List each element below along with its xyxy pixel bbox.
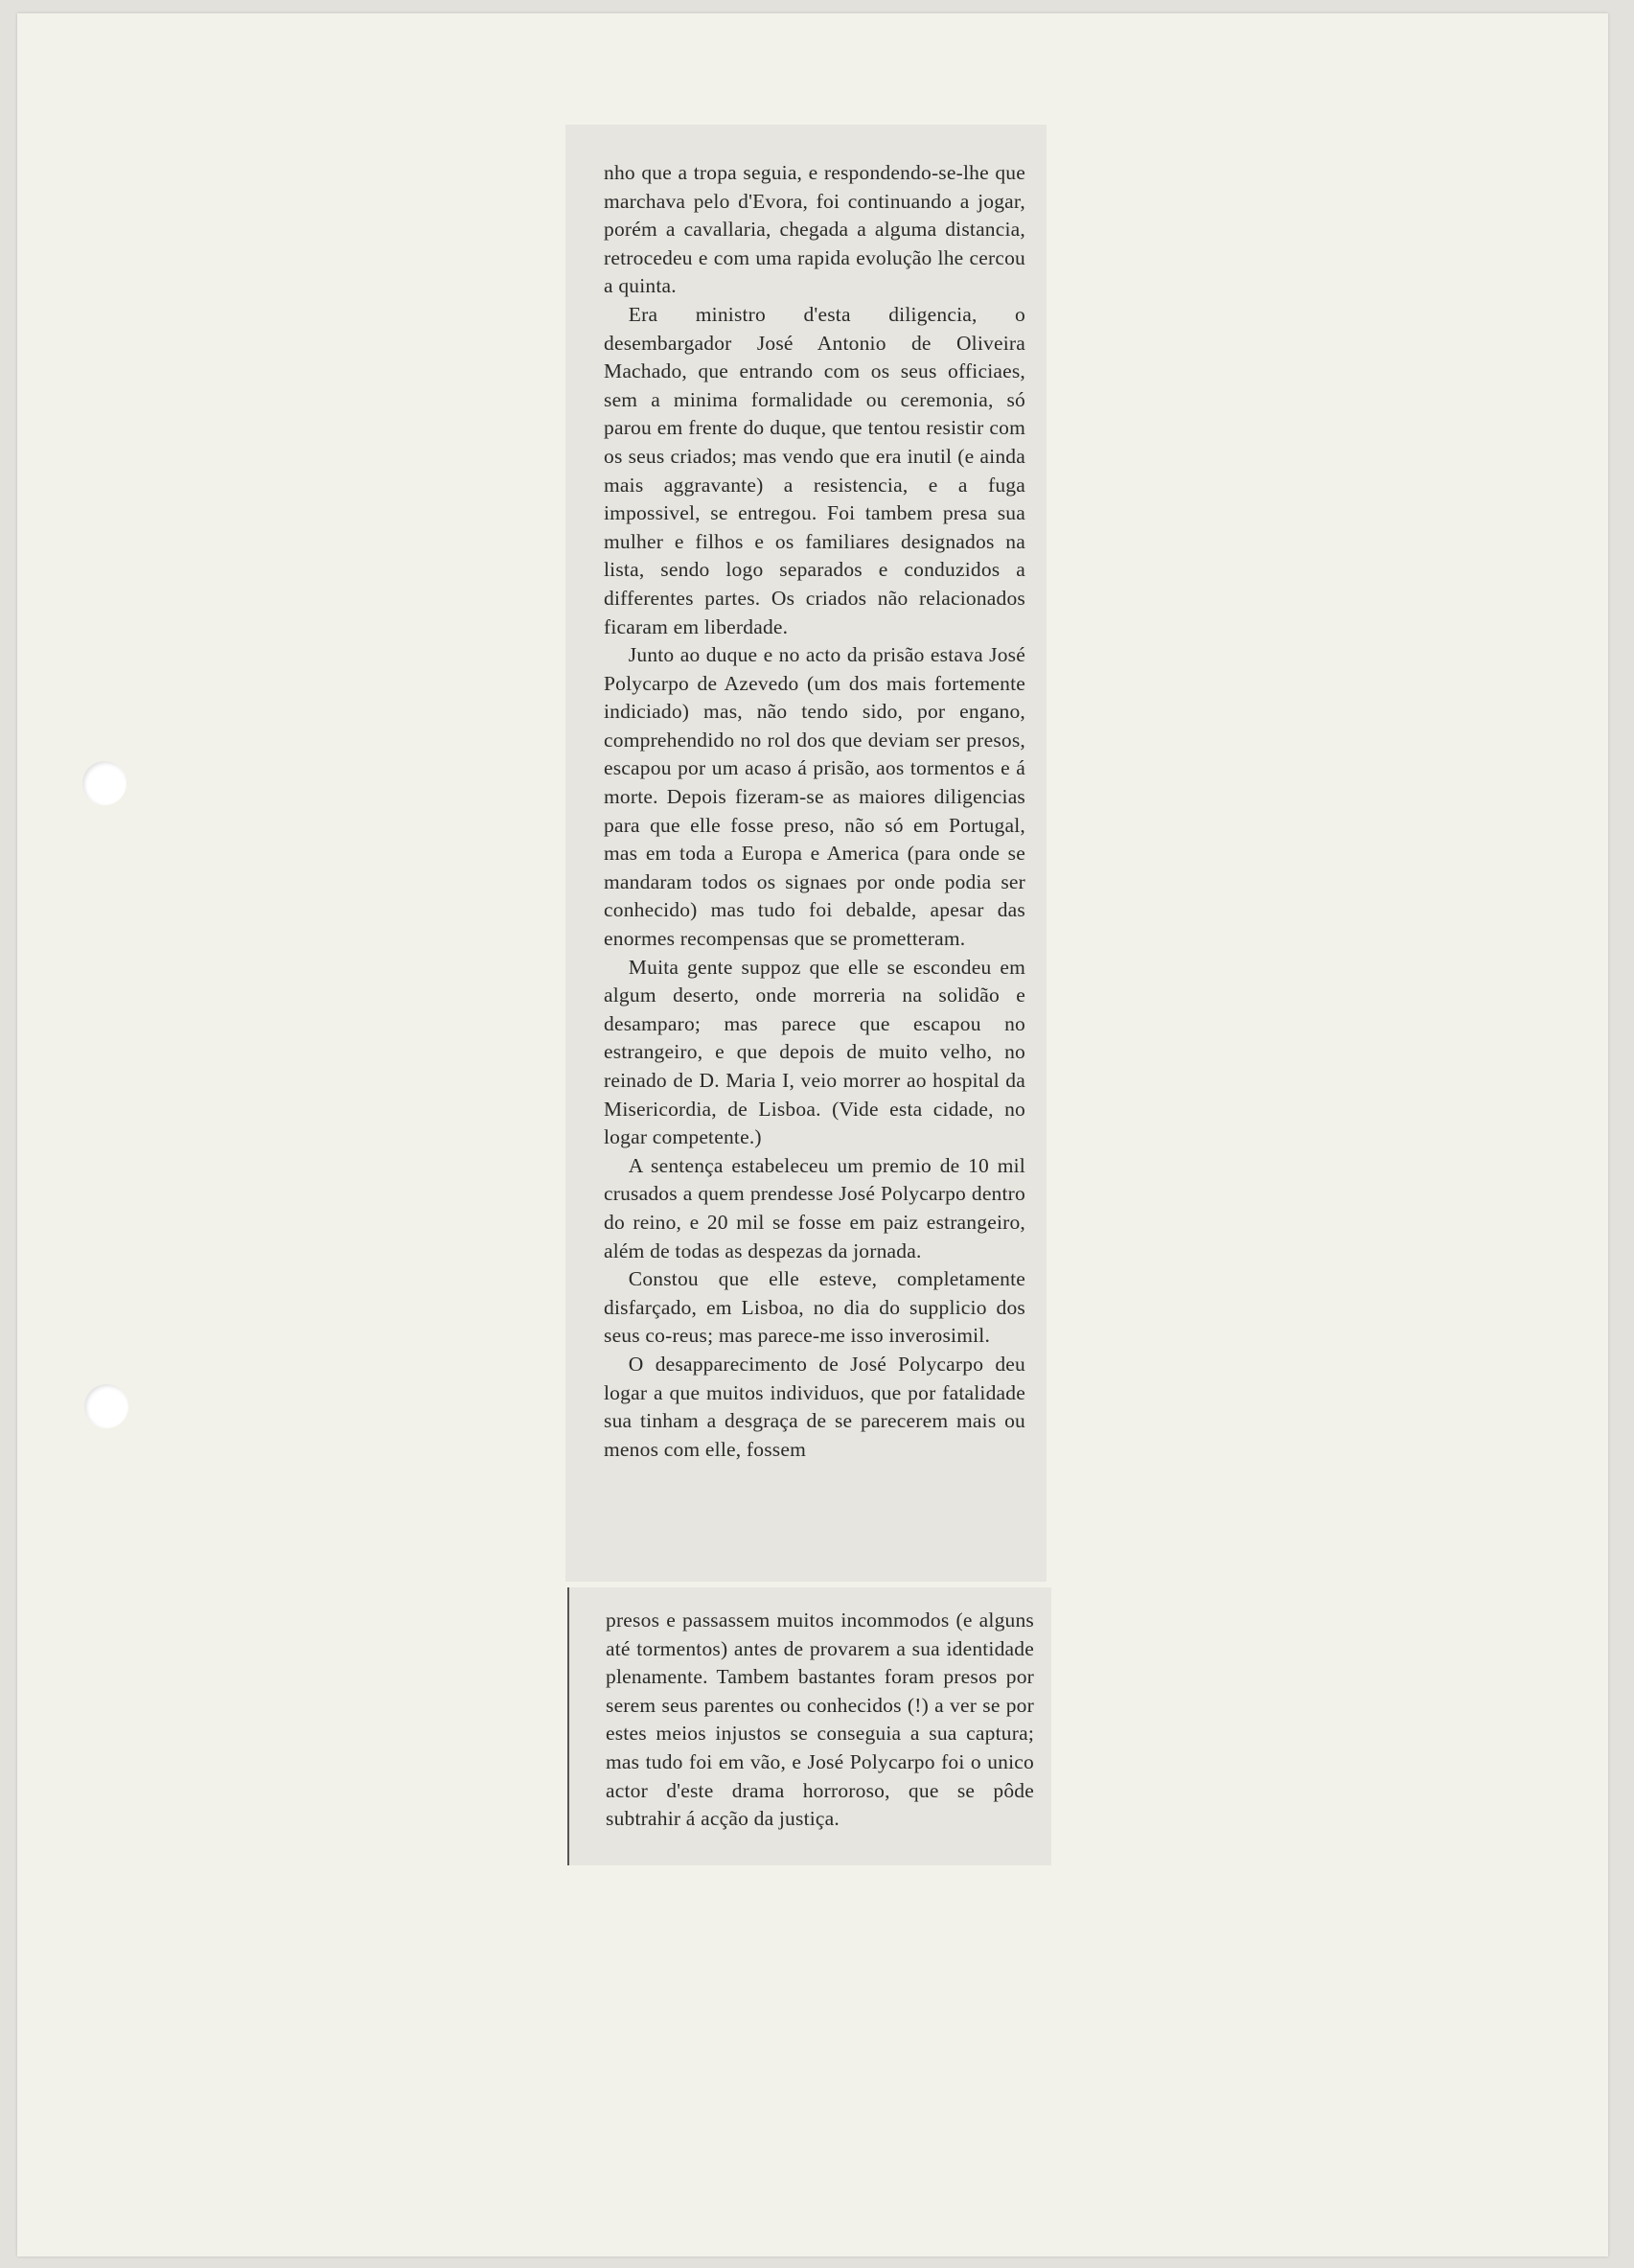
- punch-hole-top: [82, 761, 127, 805]
- newspaper-clipping-lower: [567, 1587, 1051, 1865]
- clipping-paragraph: O desapparecimento de José Polycarpo deu logar a que muitos individuos, que por fatalidade sua tinham a desgraça de se parecerem mais ou menos com elle, fossem: [604, 1352, 1025, 1461]
- clipping-paragraph: presos e passassem muitos incommodos (e alguns até tormentos) antes de provarem a sua identidade plenamente. Tambem bastantes foram presos por serem seus parentes ou conhecidos (!) a ver se por estes meios injustos se conseguia a sua captura; mas tudo foi em vão, e José Polycarpo foi o unico actor d'este drama horroroso, que se pôde subtrahir á acção da justiça.: [606, 1608, 1034, 1831]
- punch-hole-bottom: [84, 1384, 128, 1428]
- clipping-paragraph: A sentença estabeleceu um premio de 10 mil crusados a quem prendesse José Polycarpo dentro do reino, e 20 mil se fosse em paiz estrangeiro, além de todas as despezas da jornada.: [604, 1153, 1025, 1262]
- clipping-paragraph: Era ministro d'esta diligencia, o desembargador José Antonio de Oliveira Machado, que entrando com os seus officiaes, sem a minima formalidade ou ceremonia, só parou em frente do duque, que tentou resistir com os seus criados; mas vendo que era inutil (e ainda mais aggravante) a resistencia, e a fuga impossivel, se entregou. Foi tambem presa sua mulher e filhos e os familiares designados na lista, sendo logo separados e conduzidos a differentes partes. Os criados não relacionados ficaram em liberdade.: [604, 302, 1025, 638]
- clipping-paragraph: Muita gente suppoz que elle se escondeu em algum deserto, onde morreria na solidão e desamparo; mas parece que escapou no estrangeiro, e que depois de muito velho, no reinado de D. Maria I, veio morrer ao hospital da Misericordia, de Lisboa. (Vide esta cidade, no logar competente.): [604, 955, 1025, 1149]
- clipping-paragraph: nho que a tropa seguia, e respondendo-se-lhe que marchava pelo d'Evora, foi continuando a jogar, porém a cavallaria, chegada a alguma distancia, retrocedeu e com uma rapida evolução lhe cercou a quinta.: [604, 161, 1025, 298]
- clipping-paragraph: Constou que elle esteve, completamente disfarçado, em Lisboa, no dia do supplicio dos seus co-reus; mas parece-me isso inverosimil.: [604, 1267, 1025, 1348]
- newspaper-clipping-upper: [565, 125, 1047, 1582]
- clipping-paragraph: Junto ao duque e no acto da prisão estava José Polycarpo de Azevedo (um dos mais fortemente indiciado) mas, não tendo sido, por engano, comprehendido no rol dos que deviam ser presos, escapou por um acaso á prisão, aos tormentos e á morte. Depois fizeram-se as maiores diligencias para que elle fosse preso, não só em Portugal, mas em toda a Europa e America (para onde se mandaram todos os signaes por onde podia ser conhecido) mas tudo foi debalde, apesar das enormes recompensas que se prometteram.: [604, 643, 1025, 951]
